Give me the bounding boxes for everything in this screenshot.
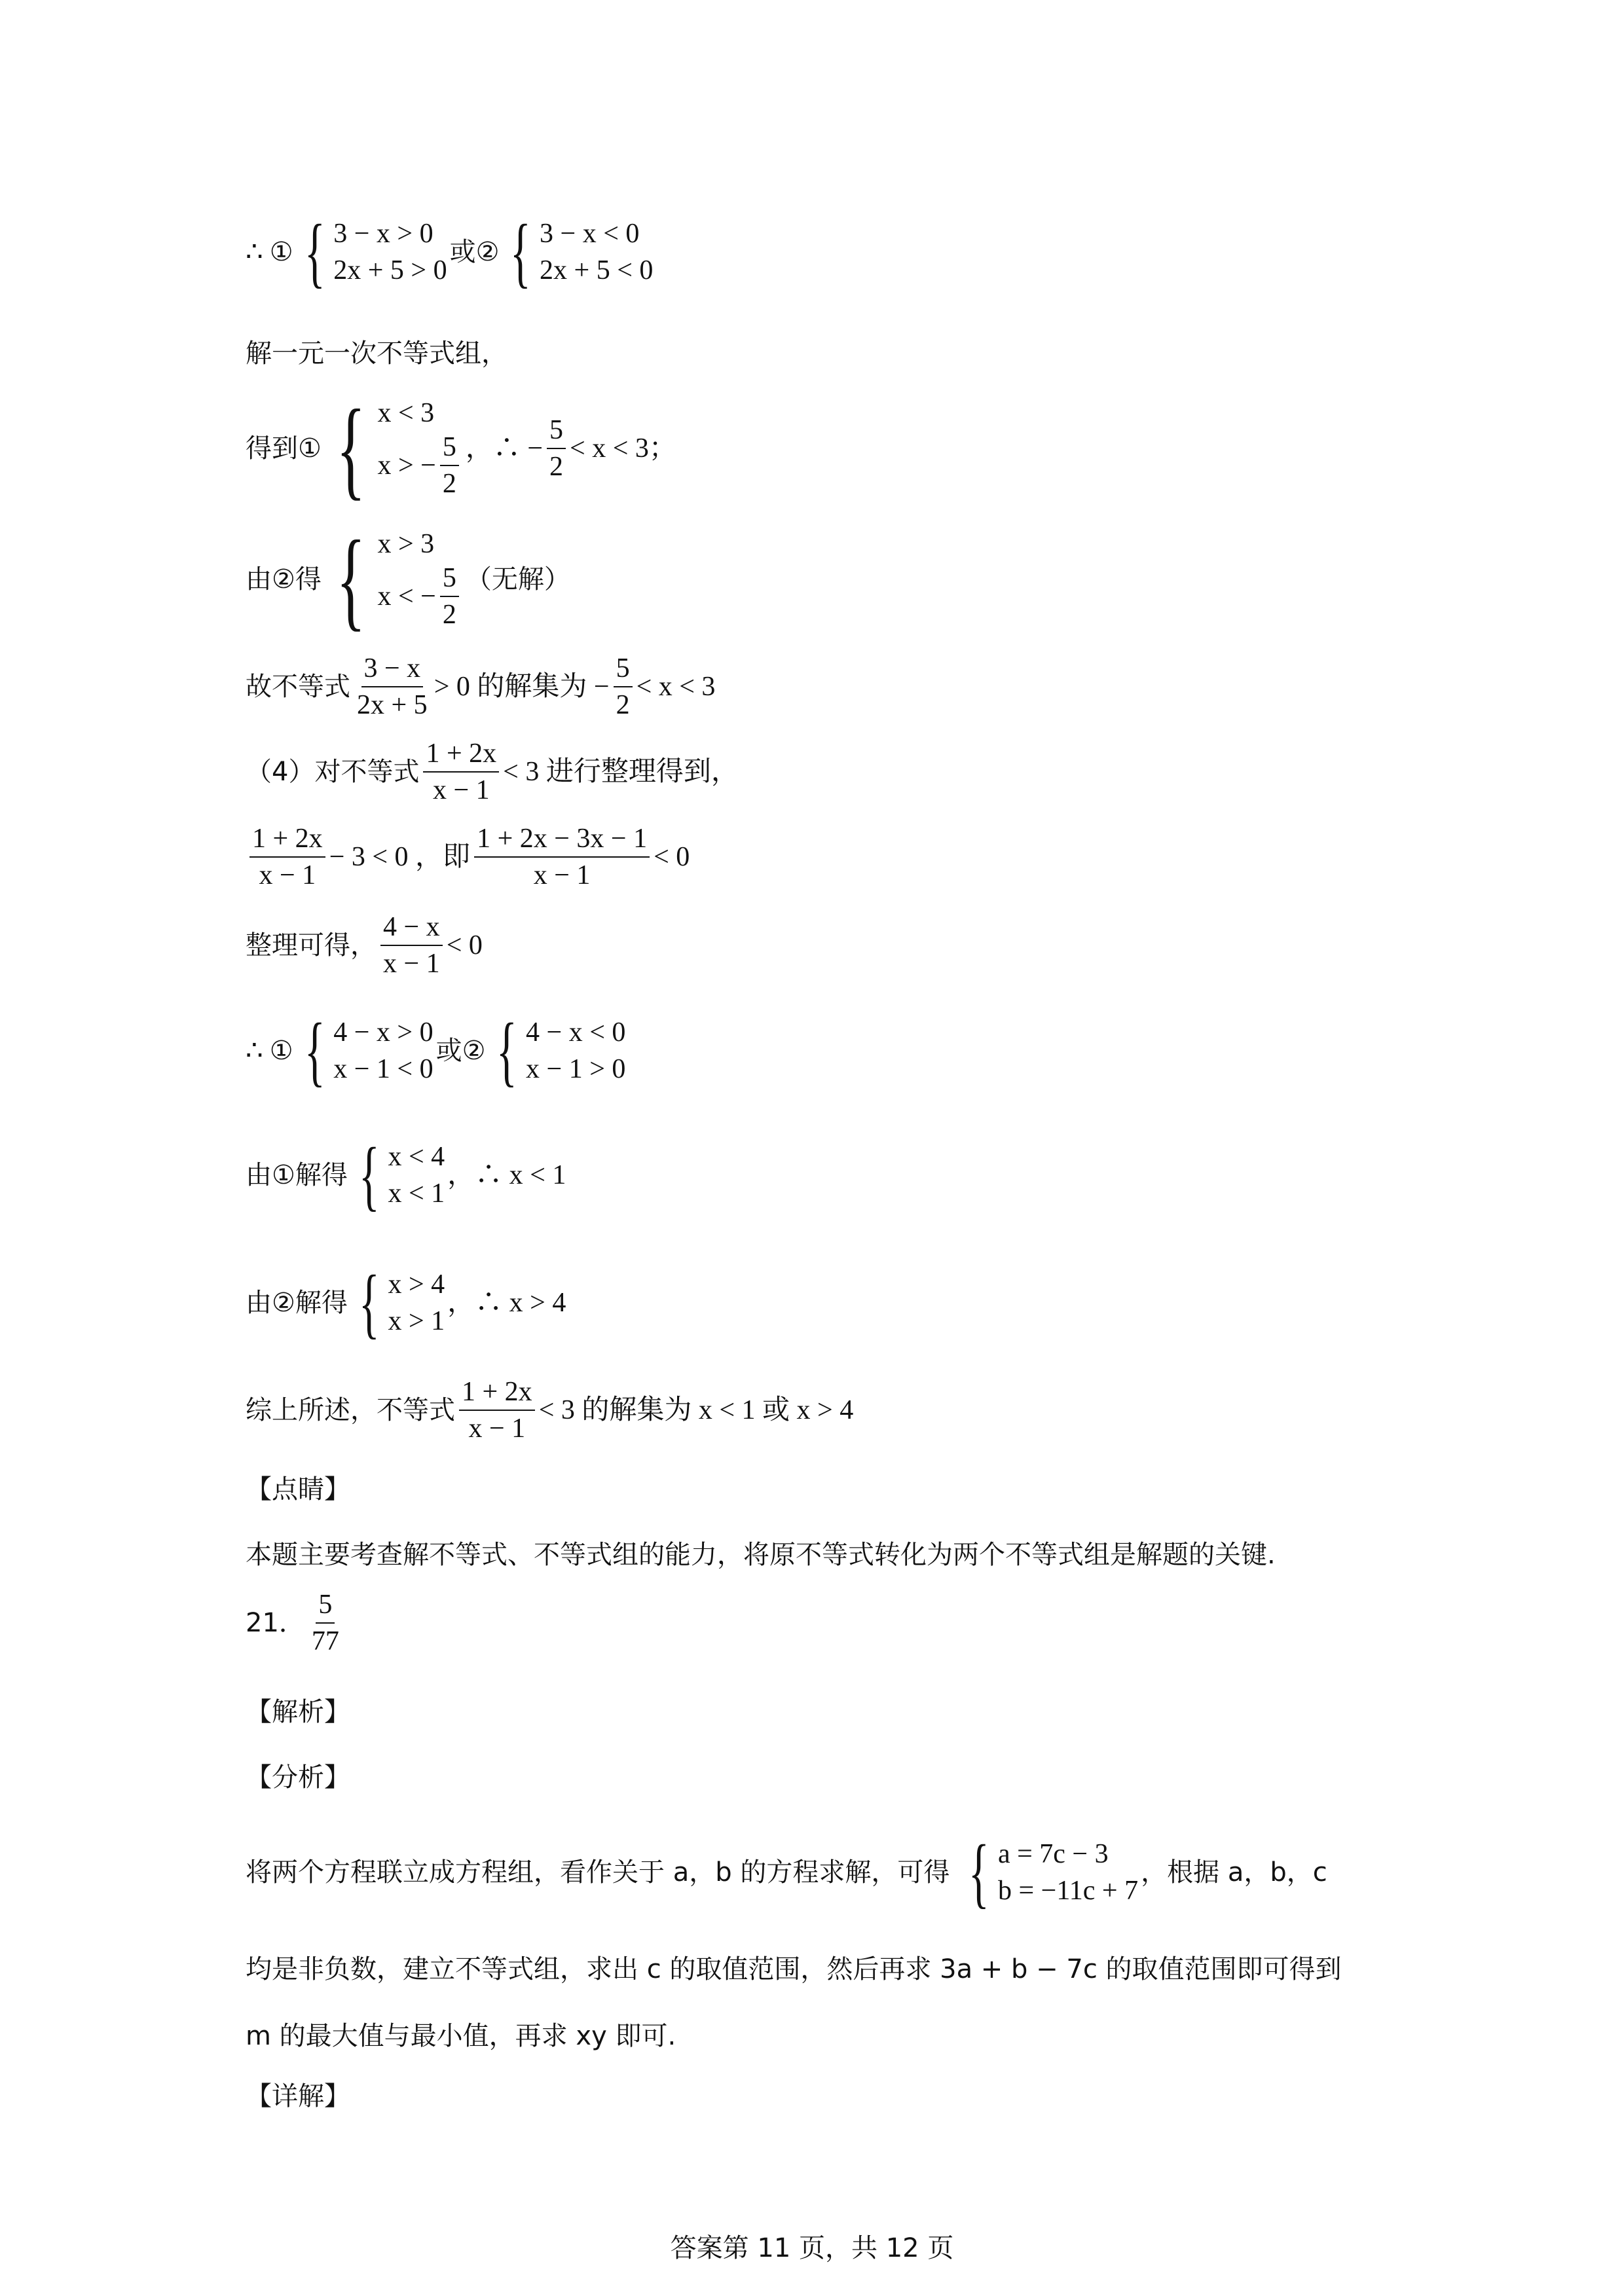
section-heading-reasoning: 【分析】	[246, 1762, 350, 1793]
fraction	[459, 1378, 535, 1442]
line-prefix: （4）对不等式	[246, 757, 420, 787]
system-2	[488, 1007, 626, 1094]
fraction	[440, 433, 459, 498]
line-simplified	[246, 913, 483, 977]
line-tail: < 0	[654, 842, 690, 872]
numerator: 5	[440, 433, 459, 466]
system-row	[377, 433, 462, 498]
line-solve-2	[246, 1259, 566, 1346]
system-row: x > 4	[388, 1269, 445, 1300]
system-row: 3 − x > 0	[333, 219, 434, 249]
brace-icon: {	[969, 1829, 989, 1916]
section-heading-detail: 【详解】	[246, 2081, 350, 2111]
question-21-answer	[246, 1591, 346, 1655]
denominator: x − 1	[383, 949, 440, 979]
denominator: x − 1	[259, 860, 316, 890]
system-ab	[960, 1829, 1139, 1916]
fraction	[547, 416, 566, 481]
line-tail: < 3 进行整理得到，	[503, 757, 739, 787]
system-row: x < 3	[377, 398, 435, 428]
system-row-text: x < −	[377, 581, 436, 611]
line-prefix: 整理可得，	[246, 930, 377, 960]
brace-icon: {	[358, 1259, 380, 1346]
system-2	[350, 1259, 445, 1346]
line-tail: ，∴ x < 1	[447, 1160, 566, 1190]
line-prefix: 得到①	[246, 433, 322, 464]
numerator: 3 − x	[361, 655, 424, 687]
line-prefix: 综上所述，不等式	[246, 1395, 455, 1425]
line-tail: < 3 的解集为 x < 1 或 x > 4	[538, 1395, 854, 1425]
line-text: 解一元一次不等式组，	[246, 338, 507, 369]
fraction	[440, 564, 459, 629]
denominator: 2	[549, 452, 564, 482]
brace-icon: {	[304, 208, 325, 295]
line-analysis-2: 均是非负数，建立不等式组，求出 c 的取值范围，然后再求 3a + b − 7c 的取值范围即可得到	[246, 1954, 1342, 1984]
therefore-symbol: ∴	[246, 237, 263, 267]
line-conclusion-3	[246, 655, 715, 719]
system-row: x − 1 < 0	[333, 1054, 434, 1084]
numerator: 1 + 2x	[249, 825, 325, 858]
denominator: 77	[311, 1626, 339, 1656]
line-mid: ，∴ −	[465, 433, 544, 464]
system-row: x − 1 > 0	[526, 1054, 626, 1084]
therefore-symbol: ∴	[246, 1036, 263, 1066]
fraction	[474, 825, 650, 889]
brace-icon: {	[358, 1131, 380, 1218]
numerator: 1 + 2x	[423, 740, 499, 773]
denominator: 2	[442, 600, 456, 630]
denominator: 2	[442, 469, 456, 499]
circled-label: ①	[269, 1036, 293, 1066]
denominator: x − 1	[432, 775, 490, 805]
or-text: 或②	[435, 1036, 486, 1066]
fraction	[380, 913, 443, 977]
line-case-split-1	[246, 208, 655, 295]
line-transform	[246, 825, 690, 889]
fraction	[423, 740, 499, 804]
numerator: 5	[440, 564, 459, 597]
numerator: 5	[316, 1591, 335, 1624]
brace-icon: {	[304, 1007, 325, 1094]
line-analysis-3: m 的最大值与最小值，再求 xy 即可.	[246, 2021, 676, 2051]
system-row: x > 1	[388, 1306, 445, 1336]
line-part-4	[246, 740, 739, 804]
line-prefix: 由①解得	[246, 1160, 348, 1190]
numerator: 4 − x	[380, 913, 443, 946]
denominator: 2	[616, 690, 630, 720]
brace-icon: {	[336, 387, 366, 510]
system-row-text: x > −	[377, 450, 436, 481]
system-row	[377, 564, 462, 629]
system-row: 4 − x < 0	[526, 1017, 626, 1048]
line-tail: < x < 3	[636, 672, 716, 702]
fraction	[309, 1591, 342, 1655]
system-row: x < 1	[388, 1178, 445, 1209]
numerator: 1 + 2x	[459, 1378, 535, 1411]
question-number: 21．	[246, 1608, 305, 1638]
system-1	[350, 1131, 445, 1218]
denominator: x − 1	[468, 1413, 526, 1444]
line-tail: （无解）	[465, 564, 570, 594]
fraction	[249, 825, 325, 889]
system-row: x < 4	[388, 1142, 445, 1172]
brace-icon: {	[510, 208, 532, 295]
line-summary	[246, 1378, 853, 1442]
numerator: 1 + 2x − 3x − 1	[474, 825, 650, 858]
numerator: 5	[547, 416, 566, 449]
system-row: 2x + 5 < 0	[540, 255, 654, 285]
or-text: 或②	[449, 237, 500, 267]
line-analysis-1	[246, 1829, 1327, 1916]
system-row: x > 3	[377, 529, 435, 559]
line-prefix: 故不等式	[246, 672, 350, 702]
line-solve-1	[246, 1131, 566, 1218]
line-tail: < 0	[446, 930, 483, 960]
line-mid: > 0 的解集为 −	[434, 672, 610, 702]
fraction	[354, 655, 430, 719]
fraction	[614, 655, 633, 719]
system-row: 4 − x > 0	[333, 1017, 434, 1048]
system-1	[296, 1007, 434, 1094]
line-tail: < x < 3；	[570, 433, 676, 464]
system-1	[324, 387, 463, 510]
section-heading-comment: 【点睛】	[246, 1474, 350, 1504]
line-prefix: 将两个方程联立成方程组，看作关于 a，b 的方程求解，可得	[246, 1857, 950, 1887]
brace-icon: {	[336, 518, 366, 641]
system-2	[502, 208, 654, 295]
line-solution-2	[246, 518, 570, 641]
line-mid: − 3 < 0 ，即	[329, 842, 471, 872]
line-solution-1	[246, 387, 676, 510]
system-row: a = 7c − 3	[997, 1839, 1109, 1869]
denominator: x − 1	[533, 860, 591, 890]
line-prefix: 由②得	[246, 564, 322, 594]
line-prefix: 由②解得	[246, 1288, 348, 1318]
circled-label: ①	[269, 237, 293, 267]
system-2	[324, 518, 463, 641]
denominator: 2x + 5	[357, 690, 428, 720]
line-tail: ，∴ x > 4	[447, 1288, 566, 1318]
system-row: b = −11c + 7	[997, 1876, 1139, 1906]
section-heading-analysis: 【解析】	[246, 1697, 350, 1727]
system-1	[296, 208, 447, 295]
numerator: 5	[614, 655, 633, 687]
system-row: 3 − x < 0	[540, 219, 640, 249]
page-footer: 答案第 11 页，共 12 页	[670, 2233, 954, 2263]
comment-text: 本题主要考查解不等式、不等式组的能力，将原不等式转化为两个不等式组是解题的关键.	[246, 1540, 1276, 1570]
line-case-split-2	[246, 1007, 628, 1094]
brace-icon: {	[496, 1007, 518, 1094]
line-tail: ，根据 a，b，c	[1141, 1857, 1327, 1887]
system-row: 2x + 5 > 0	[333, 255, 447, 285]
